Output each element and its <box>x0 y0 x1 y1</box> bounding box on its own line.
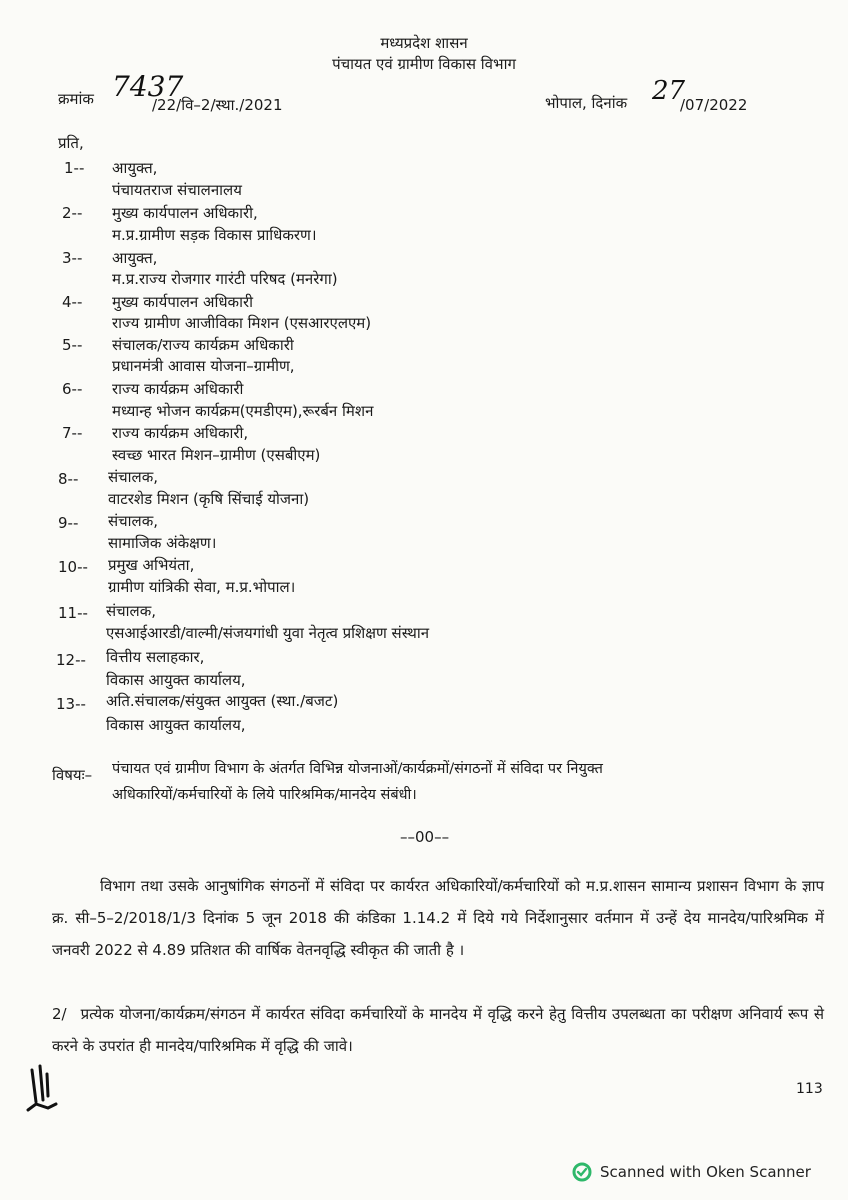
recipient-line-2: प्रधानमंत्री आवास योजना–ग्रामीण, <box>112 357 295 375</box>
recipient-line-2: स्वच्छ भारत मिशन–ग्रामीण (एसबीएम) <box>112 446 321 464</box>
paragraph-2-number: 2/ <box>52 1005 67 1023</box>
recipient-number: 10-- <box>58 558 88 576</box>
prati-label: प्रति, <box>58 134 84 152</box>
recipient-line-2: म.प्र.ग्रामीण सड़क विकास प्राधिकरण। <box>112 226 317 244</box>
recipient-line-1: आयुक्त, <box>112 159 158 177</box>
recipient-number: 5-- <box>62 336 83 354</box>
recipient-line-2: राज्य ग्रामीण आजीविका मिशन (एसआरएलएम) <box>112 314 372 332</box>
recipient-number: 4-- <box>62 293 83 311</box>
date-suffix: /07/2022 <box>680 96 748 114</box>
recipient-line-1: राज्य कार्यक्रम अधिकारी <box>112 380 244 398</box>
scanner-text: Scanned with Oken Scanner <box>600 1163 811 1181</box>
recipient-number: 2-- <box>62 204 83 222</box>
page-number: 113 <box>796 1081 823 1097</box>
recipient-number: 13-- <box>56 695 86 713</box>
recipient-line-1: संचालक, <box>108 512 159 530</box>
place-date-label: भोपाल, दिनांक <box>545 94 628 112</box>
recipient-line-2: म.प्र.राज्य रोजगार गारंटी परिषद (मनरेगा) <box>112 270 338 288</box>
recipient-number: 6-- <box>62 380 83 398</box>
scanner-watermark <box>572 1160 811 1184</box>
recipient-line-2: ग्रामीण यांत्रिकी सेवा, म.प्र.भोपाल। <box>108 578 296 596</box>
recipient-number: 11-- <box>58 604 88 622</box>
recipient-line-2: पंचायतराज संचालनालय <box>112 181 242 199</box>
header-line-1: मध्यप्रदेश शासन <box>380 34 468 52</box>
reference-number: /22/वि–2/स्था./2021 <box>152 96 283 114</box>
recipient-number: 8-- <box>58 470 79 488</box>
paragraph-2 <box>52 998 824 1062</box>
recipient-number: 12-- <box>56 651 86 669</box>
handwritten-number: 7437 <box>112 70 184 103</box>
recipient-number: 3-- <box>62 249 83 267</box>
recipient-line-1: अति.संचालक/संयुक्त आयुक्त (स्था./बजट) <box>106 692 339 710</box>
signature-mark <box>24 1064 64 1116</box>
recipient-number: 7-- <box>62 424 83 442</box>
recipient-line-1: मुख्य कार्यपालन अधिकारी, <box>112 204 258 222</box>
recipient-number: 1-- <box>64 159 85 177</box>
recipient-line-1: मुख्य कार्यपालन अधिकारी <box>112 293 253 311</box>
separator: ––00–– <box>400 828 450 846</box>
paragraph-1-text: विभाग तथा उसके आनुषांगिक संगठनों में संविदा पर कार्यरत अधिकारियों/कर्मचारियों को म.प्र.शासन सामान्य प्रशासन विभाग के ज्ञाप क्र. सी–5–2/2018/1/3 दिनांक 5 जून 2018 की कंडिका 1.14.2 में दिये गये निर्देशानुसार वर्तमान में उन्हें देय मानदेय/पारिश्रमिक में जनवरी 2022 से 4.89 प्रतिशत की वार्षिक वेतनवृद्धि स्वीकृत की जाती है । <box>52 877 824 959</box>
kramank-label: क्रमांक <box>58 90 94 108</box>
recipient-line-1: वित्तीय सलाहकार, <box>106 648 205 666</box>
recipient-line-2: वाटरशेड मिशन (कृषि सिंचाई योजना) <box>108 490 310 508</box>
recipient-line-1: संचालक/राज्य कार्यक्रम अधिकारी <box>112 336 294 354</box>
subject-line-1: पंचायत एवं ग्रामीण विभाग के अंतर्गत विभिन्न योजनाओं/कार्यक्रमों/संगठनों में संविदा पर नियुक्त <box>112 761 603 777</box>
paragraph-1 <box>52 870 824 966</box>
recipient-line-1: प्रमुख अभियंता, <box>108 556 195 574</box>
recipient-line-1: संचालक, <box>106 602 157 620</box>
recipient-line-1: आयुक्त, <box>112 249 158 267</box>
subject-label: विषयः– <box>52 766 93 784</box>
recipient-line-2: मध्यान्ह भोजन कार्यक्रम(एमडीएम),रूरर्बन मिशन <box>112 402 374 420</box>
handwritten-day: 27 <box>652 76 686 106</box>
recipient-line-1: राज्य कार्यक्रम अधिकारी, <box>112 424 249 442</box>
header-line-2: पंचायत एवं ग्रामीण विकास विभाग <box>332 55 516 73</box>
recipient-number: 9-- <box>58 514 79 532</box>
recipient-line-1: संचालक, <box>108 468 159 486</box>
paragraph-2-text: प्रत्येक योजना/कार्यक्रम/संगठन में कार्यरत संविदा कर्मचारियों के मानदेय में वृद्धि करने हेतु वित्तीय उपलब्धता का परीक्षण अनिवार्य रूप से करने के उपरांत ही मानदेय/पारिश्रमिक में वृद्धि की जावे। <box>52 1005 824 1055</box>
subject-line-2: अधिकारियों/कर्मचारियों के लिये पारिश्रमिक/मानदेय संबंधी। <box>112 787 417 803</box>
recipient-line-2: एसआईआरडी/वाल्मी/संजयगांधी युवा नेतृत्व प्रशिक्षण संस्थान <box>106 624 430 642</box>
scanner-logo-icon <box>572 1162 592 1182</box>
recipient-line-2: विकास आयुक्त कार्यालय, <box>106 716 246 734</box>
recipient-line-2: सामाजिक अंकेक्षण। <box>108 534 217 552</box>
recipient-line-2: विकास आयुक्त कार्यालय, <box>106 671 246 689</box>
